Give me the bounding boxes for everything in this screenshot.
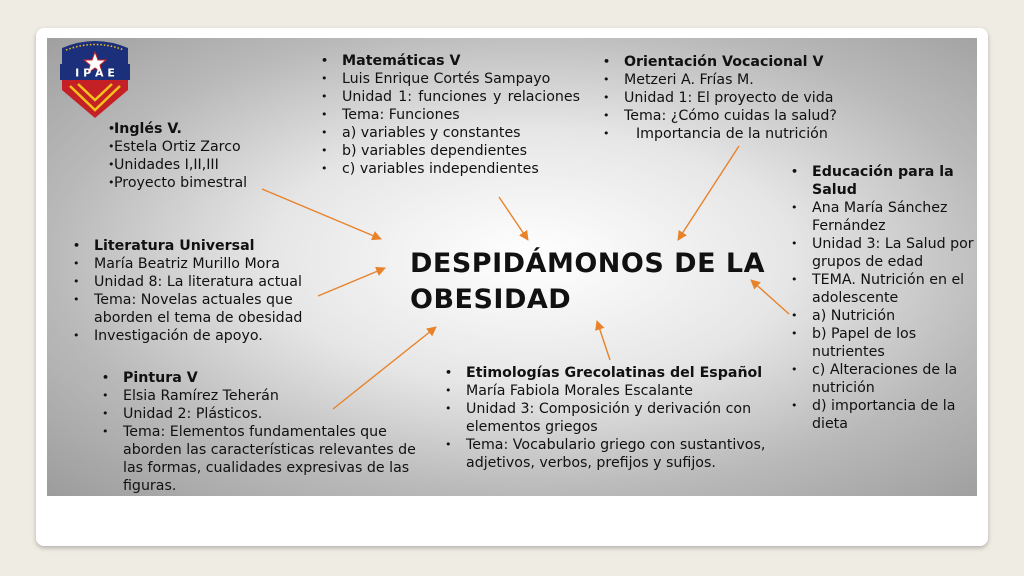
arrow-literatura (318, 268, 385, 296)
arrow-etimologias (597, 321, 610, 360)
node-topic: • Tema: Funciones (318, 106, 580, 124)
node-topic: • Tema: Elementos fundamentales que aborden las características relevantes de las formas, cualidades expresivas de las figuras. (99, 423, 419, 495)
node-topic: • Proyecto bimestral (108, 174, 278, 192)
node-orientacion (600, 53, 860, 143)
node-item: • Investigación de apoyo. (70, 327, 320, 345)
node-item: • a) Nutrición (788, 307, 978, 325)
node-item: • d) importancia de la dieta (788, 397, 978, 433)
node-title: • Literatura Universal (70, 237, 320, 255)
central-title: DESPIDÁMONOS DE LA OBESIDAD (410, 248, 766, 315)
node-unit: • Unidades I,II,III (108, 156, 278, 174)
node-topic: • TEMA. Nutrición en el adolescente (788, 271, 978, 307)
node-teacher: • Metzeri A. Frías M. (600, 71, 860, 89)
node-topic: • Tema: Vocabulario griego con sustantivos, adjetivos, verbos, prefijos y sufijos. (442, 436, 787, 472)
node-item: • c) variables independientes (318, 160, 580, 178)
node-pintura (99, 369, 419, 495)
node-unit: • Unidad 3: Composición y derivación con elementos griegos (442, 400, 787, 436)
node-title: • Pintura V (99, 369, 419, 387)
node-topic: • Tema: Novelas actuales que aborden el tema de obesidad (70, 291, 320, 327)
node-literatura (70, 237, 320, 345)
node-unit: • Unidad 3: La Salud por grupos de edad (788, 235, 978, 271)
svg-text:I P A E: I P A E (75, 66, 115, 80)
node-teacher: • Estela Ortiz Zarco (108, 138, 278, 156)
node-item: • b) Papel de los nutrientes (788, 325, 978, 361)
arrow-matematicas (499, 197, 528, 240)
node-unit: • Unidad 8: La literatura actual (70, 273, 320, 291)
node-teacher: • Luis Enrique Cortés Sampayo (318, 70, 580, 88)
node-title: • Inglés V. (108, 120, 278, 138)
node-teacher: • Ana María Sánchez Fernández (788, 199, 978, 235)
node-unit: • Unidad 2: Plásticos. (99, 405, 419, 423)
node-title: • Educación para la Salud (788, 163, 978, 199)
node-etimologias (442, 364, 787, 472)
node-matematicas (318, 52, 580, 178)
node-teacher: • María Fabiola Morales Escalante (442, 382, 787, 400)
node-item: • a) variables y constantes (318, 124, 580, 142)
node-item: • Importancia de la nutrición (600, 125, 860, 143)
node-title: • Matemáticas V (318, 52, 580, 70)
arrow-orientacion (678, 146, 739, 240)
node-item: • b) variables dependientes (318, 142, 580, 160)
node-teacher: • María Beatriz Murillo Mora (70, 255, 320, 273)
node-ingles (108, 120, 278, 192)
node-title: • Etimologías Grecolatinas del Español (442, 364, 787, 382)
node-unit: • Unidad 1: funciones y relaciones (318, 88, 580, 106)
node-title: • Orientación Vocacional V (600, 53, 860, 71)
node-educacion (788, 163, 978, 433)
node-teacher: • Elsia Ramírez Teherán (99, 387, 419, 405)
node-item: • c) Alteraciones de la nutrición (788, 361, 978, 397)
arrow-ingles (262, 189, 381, 239)
node-unit: • Unidad 1: El proyecto de vida (600, 89, 860, 107)
node-topic: • Tema: ¿Cómo cuidas la salud? (600, 107, 860, 125)
